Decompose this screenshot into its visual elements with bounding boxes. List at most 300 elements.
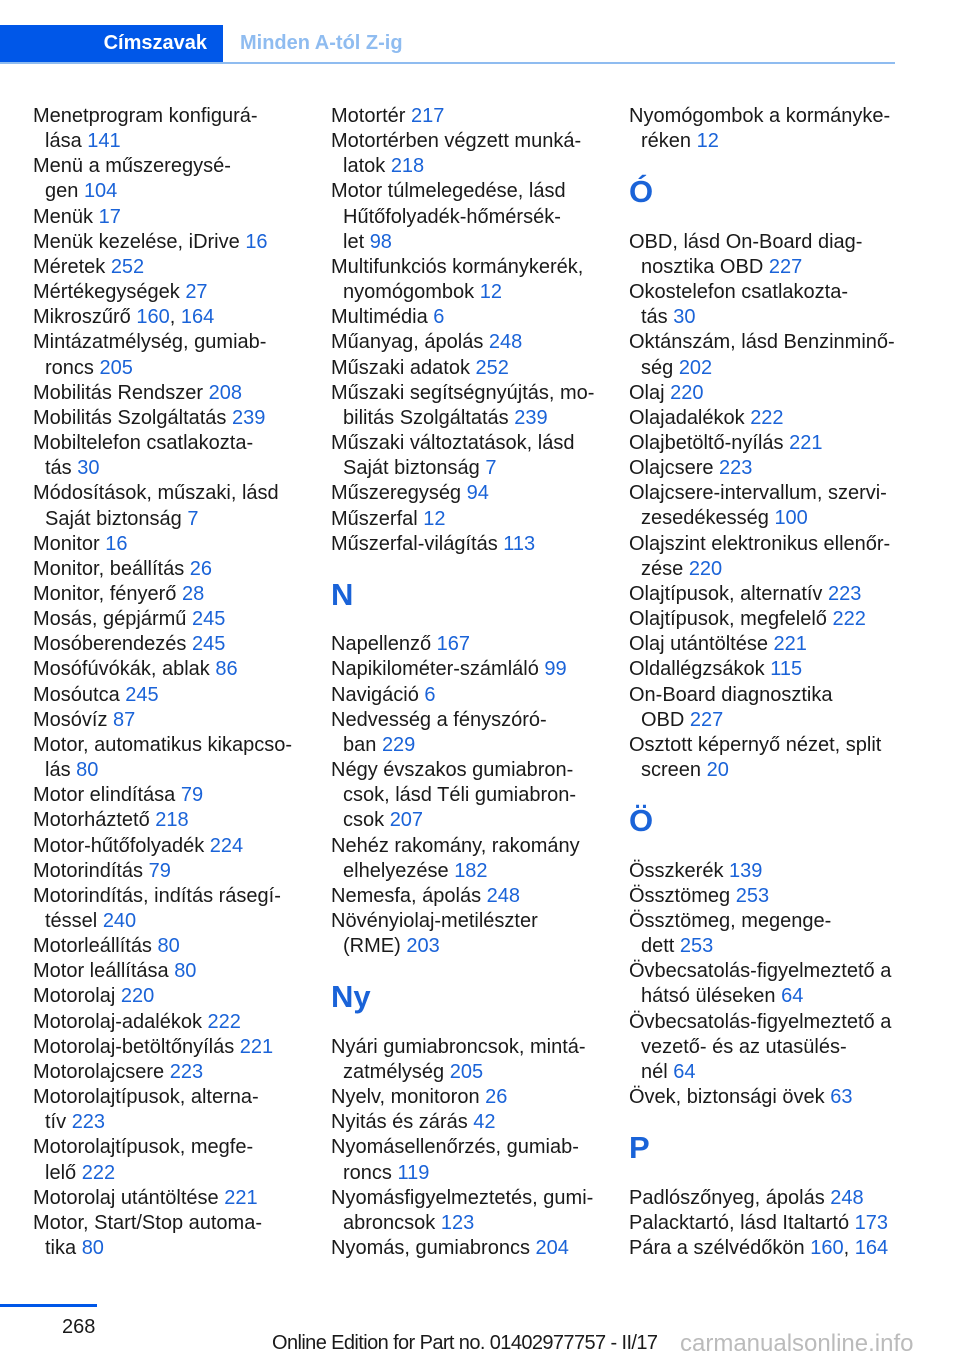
index-entry	[629, 406, 919, 431]
entry-text: latok	[343, 155, 386, 178]
entry-text: Motor, Start/Stop automa-	[33, 1211, 262, 1234]
index-entry	[33, 381, 323, 406]
index-entry	[33, 1010, 323, 1035]
entry-line	[331, 507, 621, 532]
index-entry	[33, 708, 323, 733]
page-link[interactable]: 245	[125, 683, 159, 706]
entry-line	[629, 481, 919, 506]
page-link[interactable]: 160	[810, 1236, 844, 1259]
entry-line	[331, 884, 621, 909]
entry-text: zése	[641, 557, 684, 580]
page-link[interactable]: 30	[77, 457, 100, 480]
page-link[interactable]: 220	[120, 985, 155, 1008]
entry-text: let	[343, 230, 365, 253]
page-link[interactable]: 115	[770, 658, 803, 681]
page-link[interactable]: 16	[105, 532, 128, 555]
index-entry	[33, 1211, 323, 1261]
page-link[interactable]: 160	[136, 306, 170, 329]
entry-text: Olaj utántöltése	[629, 633, 768, 656]
page-link[interactable]: 224	[209, 834, 244, 857]
index-entry	[33, 406, 323, 431]
entry-text: Nyomásellenőrzés, gumiab-	[331, 1136, 579, 1159]
entry-line	[331, 230, 621, 255]
entry-text: zatmélység	[343, 1060, 445, 1083]
index-entry	[629, 532, 919, 582]
entry-text: Módosítások, műszaki, lásd	[33, 482, 279, 505]
entry-line	[629, 1211, 919, 1236]
page-link[interactable]: 123	[440, 1211, 475, 1234]
entry-line	[33, 607, 323, 632]
page-link[interactable]: 6	[433, 306, 445, 329]
index-entry	[629, 909, 919, 959]
entry-line	[331, 708, 621, 733]
entry-text: Mosófúvókák, ablak	[33, 658, 210, 681]
letter-heading: Ny	[331, 979, 371, 1015]
entry-text: Nyomógombok a kormányke-	[629, 105, 891, 127]
page-link[interactable]: 223	[719, 457, 753, 480]
entry-line	[33, 1236, 323, 1261]
index-entry	[331, 381, 621, 431]
entry-text: gen	[45, 180, 79, 203]
page-link[interactable]: 221	[224, 1186, 258, 1209]
page-link[interactable]: 26	[189, 557, 213, 580]
index-entry	[629, 330, 919, 380]
entry-text: Olajadalékok	[629, 406, 745, 429]
page-link[interactable]: 218	[155, 809, 189, 832]
entry-line	[629, 959, 919, 984]
page-link[interactable]: 98	[369, 230, 392, 253]
entry-line	[331, 104, 621, 129]
entry-text: Oktánszám, lásd Benzinminő-	[629, 331, 895, 354]
page-link[interactable]: 229	[381, 733, 416, 756]
page-link[interactable]: 6	[424, 683, 436, 706]
entry-line	[33, 758, 323, 783]
entry-text: Övbecsatolás-figyelmeztető a	[629, 1010, 892, 1033]
index-column-2	[331, 104, 621, 1261]
page-link[interactable]: 222	[832, 608, 866, 631]
entry-line	[629, 582, 919, 607]
entry-line	[33, 406, 323, 431]
index-entry	[331, 909, 621, 959]
page-link[interactable]: 222	[81, 1161, 116, 1184]
entry-text: csok	[343, 809, 385, 832]
entry-line	[33, 1010, 323, 1035]
entry-line	[331, 129, 621, 154]
page-link[interactable]: 139	[729, 859, 763, 882]
entry-text: tás	[45, 457, 72, 480]
entry-line	[331, 657, 621, 682]
index-entry	[331, 1135, 621, 1185]
entry-line	[33, 557, 323, 582]
index-entry	[33, 884, 323, 934]
entry-line	[33, 733, 323, 758]
entry-line	[33, 154, 323, 179]
entry-line	[331, 255, 621, 280]
entry-text: Műszaki segítségnyújtás, mo-	[331, 381, 595, 404]
tab-cimszavak[interactable]: Címszavak	[0, 25, 223, 62]
entry-text: nosztika OBD	[641, 255, 764, 278]
page-link[interactable]: 223	[71, 1111, 106, 1134]
entry-text: Motorolajcsere	[33, 1060, 165, 1083]
entry-line	[331, 1085, 621, 1110]
page-link[interactable]: 164	[854, 1236, 889, 1259]
index-entry	[33, 733, 323, 783]
letter-heading: Ó	[629, 174, 654, 210]
page-link[interactable]: 104	[83, 180, 118, 203]
index-entry	[331, 330, 621, 355]
index-entry	[331, 129, 621, 179]
index-entry	[331, 834, 621, 884]
page-link[interactable]: 80	[76, 759, 99, 782]
entry-line	[33, 683, 323, 708]
entry-text: roncs	[45, 356, 94, 379]
entry-text: Saját biztonság	[343, 457, 480, 480]
entry-text: Nyomás, gumiabroncs	[331, 1236, 530, 1259]
index-entry	[629, 104, 919, 154]
index-entry	[331, 356, 621, 381]
entry-text: Napellenző	[331, 633, 432, 656]
entry-text: Motorolaj utántöltése	[33, 1186, 219, 1209]
page-link[interactable]: 239	[514, 406, 548, 429]
page-link[interactable]: 27	[185, 281, 208, 304]
index-entry	[33, 1060, 323, 1085]
entry-line: Pára a szélvédőkön 160, 164	[629, 1236, 889, 1259]
letter-heading: Ö	[629, 803, 654, 839]
page-link[interactable]: 223	[828, 582, 862, 605]
page-link[interactable]: 221	[789, 432, 823, 454]
entry-line	[33, 179, 323, 204]
footer-divider	[0, 1304, 97, 1307]
entry-line	[629, 884, 919, 909]
page-link[interactable]: 221	[239, 1035, 274, 1058]
index-entry	[629, 683, 919, 733]
entry-line	[33, 783, 323, 808]
letter-heading: N	[331, 576, 354, 612]
entry-line	[629, 909, 919, 934]
page-link[interactable]: 253	[735, 884, 770, 907]
index-entry	[33, 984, 323, 1009]
page-link[interactable]: 239	[232, 406, 266, 429]
entry-text: Okostelefon csatlakozta-	[629, 281, 848, 304]
page-link[interactable]: 30	[673, 306, 696, 329]
entry-line	[629, 984, 919, 1009]
entry-line	[331, 733, 621, 758]
entry-text: Műszerfal-világítás	[331, 532, 498, 555]
entry-text: On-Board diagnosztika	[629, 683, 833, 706]
page-link[interactable]: 28	[181, 582, 205, 605]
index-entry	[331, 1035, 621, 1085]
entry-text: roncs	[343, 1161, 392, 1184]
index-entry	[331, 431, 621, 481]
index-entry	[331, 255, 621, 305]
entry-text: Mintázatmélység, gumiab-	[33, 331, 267, 354]
index-entry	[33, 1035, 323, 1060]
entry-text: Motor leállítása	[33, 960, 169, 983]
page-link[interactable]: 113	[503, 532, 536, 555]
page-link[interactable]: 86	[215, 658, 238, 681]
entry-text: nyomógombok	[343, 281, 475, 304]
entry-line	[33, 104, 323, 129]
index-entry	[33, 934, 323, 959]
page-link[interactable]: 12	[479, 281, 502, 304]
index-entry	[33, 1135, 323, 1185]
entry-text: Osztott képernyő nézet, split	[629, 733, 882, 756]
page-link[interactable]: 12	[423, 507, 446, 530]
page-link[interactable]: 80	[174, 960, 197, 983]
page-link[interactable]: 167	[436, 633, 471, 656]
entry-line	[33, 834, 323, 859]
entry-line	[33, 934, 323, 959]
entry-text: tás	[641, 306, 668, 329]
entry-line	[33, 909, 323, 934]
index-entry	[629, 632, 919, 657]
index-entry	[33, 683, 323, 708]
entry-text: Olajtípusok, megfelelő	[629, 608, 827, 631]
page-link[interactable]: 16	[245, 230, 268, 253]
page-link[interactable]: 94	[466, 482, 489, 505]
index-entry	[33, 230, 323, 255]
entry-line	[33, 330, 323, 355]
entry-text: bilitás Szolgáltatás	[343, 406, 509, 429]
index-entry	[629, 657, 919, 682]
entry-text: Mosóberendezés	[33, 633, 187, 656]
page-link[interactable]: 12	[696, 130, 719, 153]
entry-text: hátsó üléseken	[641, 985, 776, 1008]
entry-line	[331, 305, 621, 330]
entry-text: téssel	[45, 910, 98, 932]
page-link[interactable]: 79	[180, 784, 204, 807]
entry-text: Méretek	[33, 255, 106, 278]
page-link[interactable]: 252	[110, 255, 145, 278]
page-link[interactable]: 79	[148, 859, 171, 882]
entry-text: Hűtőfolyadék-hőmérsék-	[343, 205, 561, 228]
entry-line	[33, 708, 323, 733]
entry-text: elhelyezése	[343, 859, 449, 882]
entry-line	[331, 154, 621, 179]
entry-line	[33, 280, 323, 305]
entry-text: Műszaki változtatások, lásd	[331, 432, 575, 455]
entry-line	[33, 456, 323, 481]
index-entry	[629, 280, 919, 330]
entry-text: Motorolaj	[33, 985, 116, 1008]
page-link[interactable]: 80	[157, 935, 180, 958]
entry-text: vezető- és az utasülés-	[641, 1035, 847, 1058]
entry-line	[629, 859, 919, 884]
page-link[interactable]: 252	[475, 356, 509, 379]
entry-text: Mobiltelefon csatlakozta-	[33, 432, 254, 455]
page-link[interactable]: 99	[544, 658, 567, 681]
page-link[interactable]: 87	[113, 708, 136, 731]
entry-line	[629, 356, 919, 381]
entry-line	[331, 909, 621, 934]
entry-text: zesedékesség	[641, 507, 769, 530]
entry-text: (RME)	[343, 935, 401, 958]
entry-line	[33, 1135, 323, 1160]
entry-line	[629, 607, 919, 632]
page-link[interactable]: 208	[208, 381, 243, 404]
index-entry	[629, 381, 919, 406]
entry-line	[629, 456, 919, 481]
entry-line	[629, 1060, 919, 1085]
entry-text: Palacktartó, lásd Italtartó	[629, 1211, 850, 1234]
entry-line	[629, 129, 919, 154]
entry-line	[331, 632, 621, 657]
index-entry	[629, 859, 919, 884]
entry-text: Olajszint elektronikus ellenőr-	[629, 532, 891, 555]
entry-text: Motorháztető	[33, 809, 150, 832]
index-entry	[331, 532, 621, 557]
page-link[interactable]: 220	[670, 381, 704, 404]
entry-text: Műszerfal	[331, 507, 418, 530]
entry-line	[33, 1060, 323, 1085]
page-link[interactable]: 64	[673, 1060, 696, 1083]
page-link[interactable]: 205	[99, 356, 133, 379]
tab-minden-a-tol-z-ig[interactable]: Minden A-tól Z-ig	[240, 32, 403, 54]
page-link[interactable]: 248	[486, 884, 521, 907]
index-entry	[331, 708, 621, 758]
entry-text: Övbecsatolás-figyelmeztető a	[629, 960, 892, 983]
entry-line	[331, 431, 621, 456]
section-tabs	[0, 25, 895, 64]
entry-text: Nemesfa, ápolás	[331, 884, 482, 907]
page-link[interactable]: 253	[679, 935, 714, 958]
entry-line	[629, 683, 919, 708]
page-link[interactable]: 164	[180, 306, 215, 329]
entry-line	[629, 1010, 919, 1035]
index-entry	[331, 657, 621, 682]
index-entry	[33, 104, 323, 154]
entry-text: Mobilitás Szolgáltatás	[33, 406, 227, 429]
entry-text: Motor, automatikus kikapcso-	[33, 733, 292, 756]
entry-line	[33, 1211, 323, 1236]
entry-text: ban	[343, 733, 377, 756]
entry-line	[629, 758, 919, 783]
page-link[interactable]: 205	[449, 1060, 484, 1083]
entry-text: Nyitás és zárás	[331, 1111, 468, 1134]
entry-text: Motor túlmelegedése, lásd	[331, 180, 566, 203]
page-link[interactable]: 80	[81, 1237, 104, 1260]
index-entry	[331, 1085, 621, 1110]
entry-line	[33, 1186, 323, 1211]
entry-line	[331, 1211, 621, 1236]
page-link[interactable]: 64	[781, 985, 804, 1008]
page-link[interactable]: 7	[485, 457, 497, 480]
index-entry	[331, 632, 621, 657]
entry-line	[331, 532, 621, 557]
entry-line	[629, 1085, 919, 1110]
page-link[interactable]: 218	[390, 155, 425, 178]
page-link[interactable]: 223	[169, 1060, 204, 1083]
page-link[interactable]: 207	[389, 809, 424, 832]
entry-text: Motorolajtípusok, alterna-	[33, 1086, 259, 1109]
watermark: carmanualsonline.info	[680, 1330, 914, 1357]
page-link[interactable]: 182	[454, 859, 488, 882]
entry-line	[33, 1110, 323, 1135]
page-link[interactable]: 7	[187, 507, 199, 530]
page-link[interactable]: 222	[207, 1010, 241, 1033]
entry-text: screen	[641, 759, 702, 782]
page-link[interactable]: 240	[102, 910, 137, 932]
letter-heading: P	[629, 1130, 650, 1166]
page-link[interactable]: 245	[192, 633, 226, 656]
entry-line	[33, 230, 323, 255]
index-entry	[331, 884, 621, 909]
page-link[interactable]: 20	[706, 759, 729, 782]
index-entry	[331, 481, 621, 506]
index-entry	[33, 859, 323, 884]
index-entry	[629, 456, 919, 481]
page-link[interactable]: 141	[87, 130, 121, 153]
entry-line	[331, 205, 621, 230]
page-link[interactable]: 202	[678, 356, 713, 379]
page-link[interactable]: 42	[473, 1111, 496, 1134]
entry-text: Motorolaj-betöltőnyílás	[33, 1035, 235, 1058]
entry-text: réken	[641, 130, 692, 153]
entry-line	[33, 381, 323, 406]
entry-text: Olajbetöltő-nyílás	[629, 432, 784, 454]
page-link[interactable]: 100	[774, 507, 808, 530]
page-link[interactable]: 26	[485, 1086, 508, 1109]
index-entry	[331, 104, 621, 129]
entry-text: Nyomásfigyelmeztetés, gumi-	[331, 1186, 594, 1209]
page-link[interactable]: 217	[411, 105, 445, 127]
entry-line	[331, 859, 621, 884]
entry-line	[331, 1035, 621, 1060]
page-link[interactable]: 173	[854, 1211, 889, 1234]
entry-line	[33, 984, 323, 1009]
page-link[interactable]: 220	[688, 557, 723, 580]
entry-line	[33, 1161, 323, 1186]
entry-line	[331, 1161, 621, 1186]
page-link[interactable]: 63	[830, 1086, 853, 1109]
page-link[interactable]: 221	[773, 633, 807, 656]
page-link[interactable]: 204	[535, 1236, 569, 1259]
index-entry	[33, 632, 323, 657]
page-link[interactable]: 227	[768, 255, 803, 278]
page-link[interactable]: 248	[488, 331, 523, 354]
index-entry	[629, 959, 919, 1009]
entry-line	[331, 808, 621, 833]
entry-text: Összkerék	[629, 859, 724, 882]
page-link[interactable]: 248	[830, 1186, 864, 1209]
index-entry	[33, 431, 323, 481]
entry-line	[629, 506, 919, 531]
entry-line	[629, 104, 919, 129]
index-entry	[33, 1186, 323, 1211]
entry-line	[33, 507, 323, 532]
entry-line	[629, 255, 919, 280]
page-link[interactable]: 227	[689, 708, 724, 731]
entry-text: Össztömeg	[629, 884, 731, 907]
entry-text: Motor elindítása	[33, 784, 176, 807]
entry-text: Műszaki adatok	[331, 356, 470, 379]
entry-line	[331, 783, 621, 808]
entry-line	[33, 1085, 323, 1110]
page-link[interactable]: 203	[406, 935, 440, 958]
page-link[interactable]: 119	[397, 1161, 430, 1184]
entry-text: Menük kezelése, iDrive	[33, 230, 240, 253]
entry-line	[629, 230, 919, 255]
entry-text: Napikilométer-számláló	[331, 658, 539, 681]
entry-line	[33, 205, 323, 230]
page-link[interactable]: 245	[191, 608, 226, 631]
entry-line	[331, 1186, 621, 1211]
index-entry	[629, 1186, 919, 1211]
page-link[interactable]: 222	[750, 406, 784, 429]
page-link[interactable]: 17	[98, 205, 121, 228]
entry-text: Össztömeg, megenge-	[629, 909, 832, 932]
entry-text: Nehéz rakomány, rakomány	[331, 834, 580, 857]
